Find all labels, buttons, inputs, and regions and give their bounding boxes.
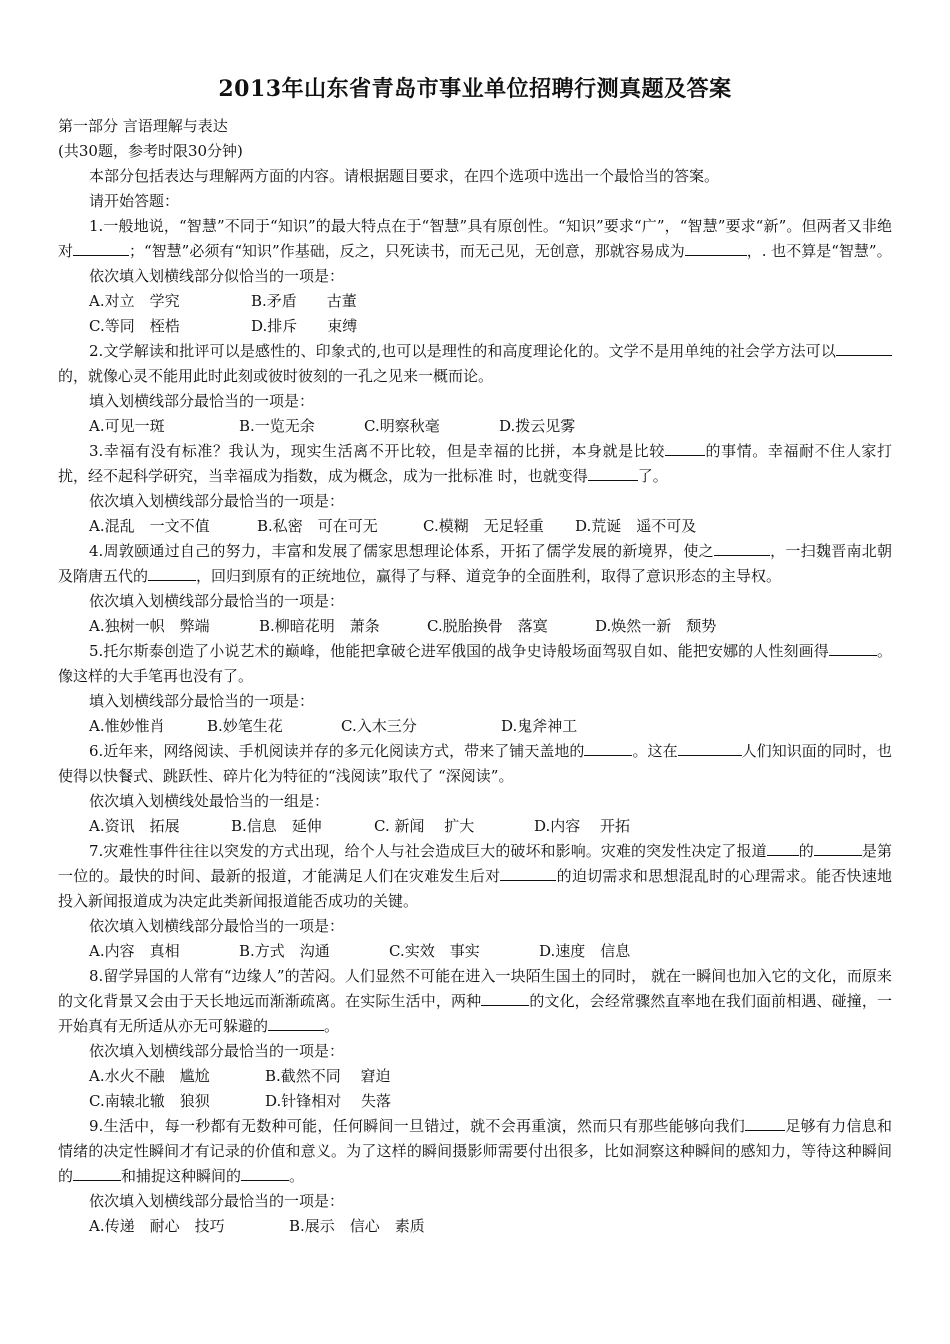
option-d: D.速度 信息 bbox=[539, 942, 631, 960]
option-c: C.脱胎换骨 落寞 bbox=[427, 617, 548, 635]
answer-blank bbox=[500, 865, 556, 881]
question-3-prompt: 依次填入划横线部分最恰当的一项是： bbox=[89, 492, 345, 510]
question-8-prompt: 依次填入划横线部分最恰当的一项是： bbox=[89, 1042, 345, 1060]
answer-blank bbox=[73, 1165, 121, 1181]
option-b: B.矛盾 古董 bbox=[251, 292, 357, 310]
option-d: D.鬼斧神工 bbox=[501, 717, 578, 735]
option-d: D.荒诞 遥不可及 bbox=[575, 517, 697, 535]
option-d: D.焕然一新 颓势 bbox=[595, 617, 717, 635]
answer-blank bbox=[665, 440, 705, 456]
question-6-prompt: 依次填入划横线处最恰当的一组是： bbox=[89, 792, 330, 810]
question-2-stem: 2.文学解读和批评可以是感性的、印象式的,也可以是理性的和高度理论化的。文学不是用单纯的社会学方法可以的，就像心灵不能用此时此刻或彼时彼刻的一孔之见来一概而论。 bbox=[58, 339, 892, 389]
section-intro: 本部分包括表达与理解两方面的内容。请根据题目要求，在四个选项中选出一个最恰当的答案。 bbox=[89, 167, 720, 185]
option-c: C.实效 事实 bbox=[389, 942, 480, 960]
question-8-options-row-1 bbox=[58, 1064, 892, 1089]
option-d: D.针锋相对 失落 bbox=[265, 1092, 392, 1110]
answer-blank bbox=[714, 540, 770, 556]
page-title: 2013年山东省青岛市事业单位招聘行测真题及答案 bbox=[218, 76, 732, 102]
option-a: A.可见一斑 bbox=[89, 417, 165, 435]
question-2-prompt: 填入划横线部分最恰当的一项是： bbox=[89, 392, 315, 410]
question-5-options bbox=[58, 714, 892, 739]
question-1-options-row-1 bbox=[58, 289, 892, 314]
option-d: D.内容 开拓 bbox=[534, 817, 631, 835]
option-c: C. 新闻 扩大 bbox=[374, 817, 475, 835]
question-9-options bbox=[58, 1214, 892, 1239]
option-b: B.一览无余 bbox=[239, 417, 315, 435]
section-note: (共30题，参考时限30分钟) bbox=[58, 142, 243, 160]
option-a: A.资讯 拓展 bbox=[89, 817, 180, 835]
document-page bbox=[58, 72, 892, 1239]
answer-blank bbox=[588, 465, 638, 481]
answer-blank bbox=[685, 240, 747, 256]
answer-blank bbox=[814, 840, 862, 856]
option-b: B.私密 可在可无 bbox=[257, 517, 378, 535]
answer-blank bbox=[584, 740, 632, 756]
option-a: A.内容 真相 bbox=[89, 942, 180, 960]
option-d: D.拨云见雾 bbox=[499, 417, 576, 435]
question-6-options bbox=[58, 814, 892, 839]
question-1-stem: 1.一般地说，“智慧”不同于“知识”的最大特点在于“智慧”具有原创性。“知识”要求“广”，“智慧”要求“新”。但两者又非绝对 ；“智慧”必须有“知识”作基础，反之，只死读书，而无己见，无创意，那就容易成为 ，. 也不算是“智慧”。 bbox=[58, 217, 892, 260]
option-a: A.惟妙惟肖 bbox=[89, 717, 165, 735]
question-5-stem: 5.托尔斯泰创造了小说艺术的巅峰，他能把拿破仑进军俄国的战争史诗般场面驾驭自如、能把安娜的人性刻画得 。像这样的大手笔再也没有了。 bbox=[58, 642, 892, 685]
start-prompt: 请开始答题： bbox=[89, 192, 180, 210]
option-b: B.方式 沟通 bbox=[239, 942, 330, 960]
question-7-stem: 7.灾难性事件往往以突发的方式出现，给个人与社会造成巨大的破坏和影响。灾难的突发性决定了报道 的 是第一位的。最快的时间、最新的报道，才能满足人们在灾难发生后对 的迫切需求和思想混乱时的心理需求。能否快速地投入新闻报道成为决定此类新闻报道能否成功的关键。 bbox=[58, 842, 892, 910]
option-c: C.模糊 无足轻重 bbox=[423, 517, 544, 535]
option-c: C.明察秋毫 bbox=[364, 417, 440, 435]
question-8-options-row-2 bbox=[58, 1089, 892, 1114]
answer-blank bbox=[241, 1165, 289, 1181]
question-4-options bbox=[58, 614, 892, 639]
question-1-prompt: 依次填入划横线部分似恰当的一项是： bbox=[89, 267, 345, 285]
option-b: B.妙笔生花 bbox=[207, 717, 283, 735]
question-9-stem: 9.生活中，每一秒都有无数种可能，任何瞬间一旦错过，就不会再重演，然而只有那些能够向我们 足够有力信息和情绪的决定性瞬间才有记录的价值和意义。为了这样的瞬间摄影师需要付出很多，比如洞察这种瞬间的感知力，等待这种瞬间的 和捕捉这种瞬间的 。 bbox=[58, 1117, 892, 1185]
option-a: A.传递 耐心 技巧 bbox=[89, 1217, 225, 1235]
option-b: B.信息 延伸 bbox=[231, 817, 322, 835]
answer-blank bbox=[745, 1115, 785, 1131]
answer-blank bbox=[767, 840, 799, 856]
question-9-prompt: 依次填入划横线部分最恰当的一项是： bbox=[89, 1192, 345, 1210]
option-a: A.混乱 一文不值 bbox=[89, 517, 210, 535]
option-b: B.柳暗花明 萧条 bbox=[259, 617, 380, 635]
section-heading: 第一部分 言语理解与表达 bbox=[58, 117, 228, 135]
question-6-stem: 6.近年来，网络阅读、手机阅读并存的多元化阅读方式，带来了铺天盖地的 。这在 人们知识面的同时，也使得以快餐式、跳跃性、碎片化为特征的“浅阅读”取代了 “深阅读”。 bbox=[58, 742, 892, 785]
question-7-prompt: 依次填入划横线部分最恰当的一项是： bbox=[89, 917, 345, 935]
option-a: A.独树一帜 弊端 bbox=[89, 617, 210, 635]
option-a: A.对立 学究 bbox=[89, 292, 180, 310]
question-7-options bbox=[58, 939, 892, 964]
answer-blank bbox=[148, 565, 196, 581]
answer-blank bbox=[268, 1015, 324, 1031]
question-5-prompt: 填入划横线部分最恰当的一项是： bbox=[89, 692, 315, 710]
question-3-stem: 3.幸福有没有标准？我认为，现实生活离不开比较，但是幸福的比拼，本身就是比较 的事情。幸福耐不住人家打扰，经不起科学研究，当幸福成为指数，成为概念，成为一批标准 时，也就变得 了。 bbox=[58, 442, 892, 485]
option-b: B.展示 信心 素质 bbox=[289, 1217, 425, 1235]
question-3-options bbox=[58, 514, 892, 539]
question-1-options-row-2 bbox=[58, 314, 892, 339]
question-2-options bbox=[58, 414, 892, 439]
option-a: A.水火不融 尴尬 bbox=[89, 1067, 210, 1085]
option-c: C.等同 桎梏 bbox=[89, 317, 180, 335]
option-d: D.排斥 束缚 bbox=[251, 317, 358, 335]
answer-blank bbox=[829, 640, 877, 656]
option-c: C.入木三分 bbox=[341, 717, 417, 735]
question-4-prompt: 依次填入划横线部分最恰当的一项是： bbox=[89, 592, 345, 610]
question-4-stem: 4.周敦颐通过自己的努力，丰富和发展了儒家思想理论体系，开拓了儒学发展的新境界，使之 ，一扫魏晋南北朝及隋唐五代的 ，回归到原有的正统地位，赢得了与释、道竞争的全面胜利，取得了意识形态的主导权。 bbox=[58, 542, 892, 585]
question-8-stem: 8.留学异国的人常有“边缘人”的苦闷。人们显然不可能在进入一块陌生国土的同时， 就在一瞬间也加入它的文化，而原来的文化背景又会由于天长地远而渐渐疏离。在实际生活中，两种 的文化，会经常骤然直率地在我们面前相遇、碰撞，一开始真有无所适从亦无可躲避的 。 bbox=[58, 967, 892, 1035]
option-b: B.截然不同 窘迫 bbox=[265, 1067, 391, 1085]
answer-blank bbox=[678, 740, 742, 756]
option-c: C.南辕北辙 狼狈 bbox=[89, 1092, 210, 1110]
answer-blank bbox=[73, 240, 129, 256]
answer-blank bbox=[836, 340, 892, 356]
answer-blank bbox=[481, 990, 529, 1006]
